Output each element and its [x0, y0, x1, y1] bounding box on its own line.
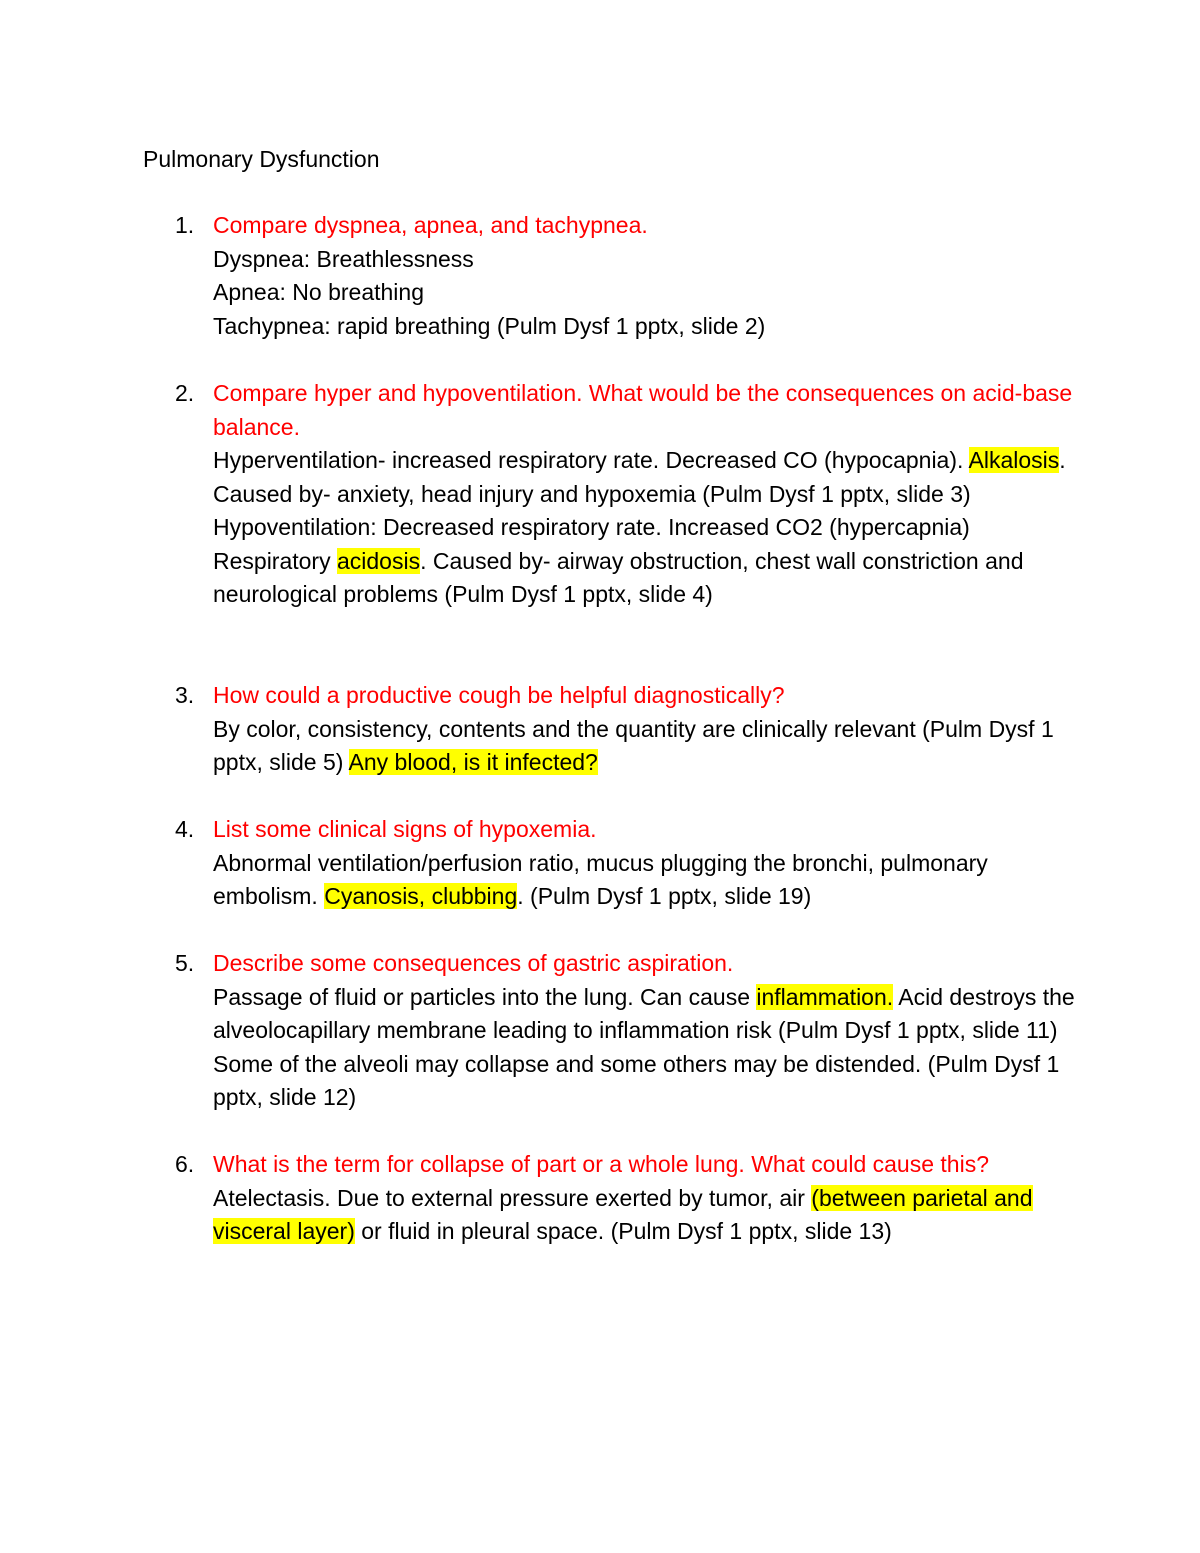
answer-text: Passage of fluid or particles into the lung. Can cause: [213, 983, 757, 1010]
list-item-3: [175, 679, 1075, 780]
item-number: 6.: [175, 1151, 195, 1177]
answer-text: . Caused by- anxiety, head injury and hypoxemia (Pulm Dysf 1 pptx, slide 3): [213, 447, 1066, 507]
answer-text: . Caused by- airway obstruction, chest wall constriction and neurological problems (Pulm Dysf 1 pptx, slide 4): [213, 547, 1024, 607]
item-number: 2.: [175, 380, 195, 406]
list-item-1: [175, 209, 1075, 343]
highlighted-term: Alkalosis: [968, 447, 1060, 473]
answer-text: Acid destroys the alveolocapillary membrane leading to inflammation risk (Pulm Dysf 1 pptx, slide 11) Some of the alveoli may collapse and some others may be distended. (Pulm Dysf 1 pptx, slide 12): [213, 983, 1075, 1110]
item-content: [213, 679, 1075, 780]
list-item-5: [175, 947, 1075, 1115]
highlighted-term: inflammation.: [756, 983, 894, 1010]
document-title: Pulmonary Dysfunction: [143, 146, 380, 172]
item-number: 5.: [175, 950, 195, 976]
answer-line: Tachypnea: rapid breathing (Pulm Dysf 1 pptx, slide 2): [213, 312, 766, 339]
answer-text: Hyperventilation- increased respiratory rate. Decreased CO (hypocapnia).: [213, 447, 969, 473]
answer-paragraph: [213, 847, 1075, 914]
question-text: Describe some consequences of gastric aspiration.: [213, 950, 734, 976]
answer-text: . (Pulm Dysf 1 pptx, slide 19): [517, 883, 812, 909]
list-item-4: [175, 813, 1075, 914]
answer-text: Hypoventilation: Decreased respiratory rate. Increased CO2 (hypercapnia) Respiratory: [213, 514, 970, 574]
list-item-2: [175, 377, 1075, 612]
answer-paragraph: [213, 713, 1075, 780]
question-text: Compare hyper and hypoventilation. What would be the consequences on acid-base balance.: [213, 380, 1073, 440]
answer-line: Apnea: No breathing: [213, 279, 424, 305]
answer-paragraph: [213, 511, 1075, 612]
answer-paragraph: [213, 1182, 1075, 1249]
answer-text: Atelectasis. Due to external pressure exerted by tumor, air: [213, 1184, 812, 1211]
question-text: How could a productive cough be helpful diagnostically?: [213, 682, 785, 708]
question-text: Compare dyspnea, apnea, and tachypnea.: [213, 212, 648, 238]
answer-text: Abnormal ventilation/perfusion ratio, mucus plugging the bronchi, pulmonary embolism.: [213, 849, 988, 909]
item-number: 1.: [175, 212, 195, 238]
question-text: List some clinical signs of hypoxemia.: [213, 816, 597, 842]
item-content: [213, 947, 1075, 1115]
item-number: 4.: [175, 816, 195, 842]
list-item-6: [175, 1148, 1075, 1249]
answer-text: or fluid in pleural space. (Pulm Dysf 1 pptx, slide 13): [354, 1218, 892, 1244]
highlighted-term: Any blood, is it infected?: [348, 749, 598, 775]
answer-text: By color, consistency, contents and the quantity are clinically relevant (Pulm Dysf 1 pptx, slide 5): [213, 715, 1054, 775]
answer-line: Dyspnea: Breathlessness: [213, 245, 474, 272]
highlighted-term: Cyanosis, clubbing: [324, 883, 518, 909]
answer-paragraph: [213, 444, 1075, 511]
item-content: [213, 377, 1075, 612]
item-content: [213, 1148, 1075, 1249]
item-content: [213, 813, 1075, 914]
item-number: 3.: [175, 682, 195, 708]
question-text: What is the term for collapse of part or a whole lung. What could cause this?: [213, 1151, 989, 1177]
item-content: [213, 209, 1075, 343]
highlighted-term: acidosis: [336, 547, 421, 574]
highlighted-term: (between parietal and visceral layer): [213, 1184, 1033, 1244]
answer-paragraph: [213, 981, 1075, 1115]
